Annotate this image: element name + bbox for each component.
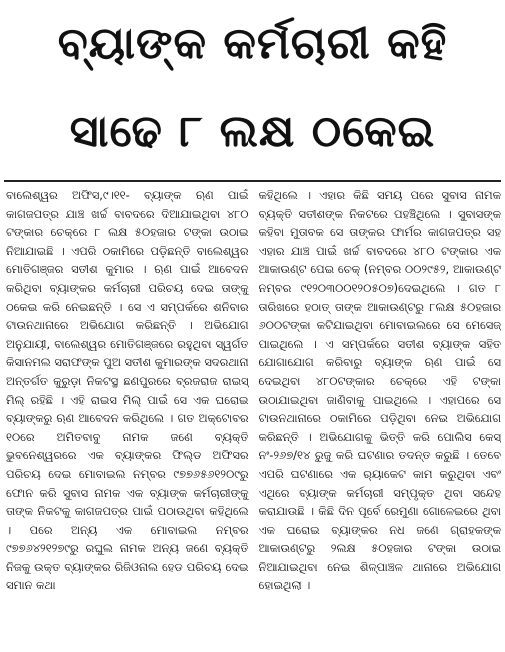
article-column-right-text: କହିଥିଲେ । ଏହାର କିଛି ସମୟ ପରେ ସୁବାସ ନାମକ ବ୍ୟକ୍ତି ସତୀଶଙ୍କ ନିକଟରେ ପହଞ୍ଚିଥିଲେ । ସୁବାସଙ୍କ କହିବା ମୁତାବକ ସେ ତାଙ୍କର ଫାର୍ମର କାଗଜପତ୍ର ସହ ଏହାର ଯାଞ୍ଚ ପାଇଁ ଖର୍ଚ୍ଚ ବାବଦରେ ୪୮୦ ଟଙ୍କାର ଏକ ଆକାଉଣ୍ଟ ପେଇ ଚେକ୍ (ନମ୍ବର ୦୦୨୯୫୨, ଆକାଉଣ୍ଟ ନମ୍ବର ୯୧୨୦୩୦୦୧୨୦୫୦୭)ଦେଇଥିଲେ । ଗତ ୮ ତାରିଖରେ ହଠାତ୍ ତାଙ୍କ ଆକାଉଣ୍ଟରୁ ୮ଲକ୍ଷ ୫୦ହଜାର ୬୦୦ଟଙ୍କା କଟିଯାଇଥିବା ମୋବାଇଲରେ ସେ ମେସେଜ୍ ପାଇଥିଲେ । ଏ ସମ୍ପର୍କରେ ସତୀଶ ବ୍ୟାଙ୍କ ସହିତ ଯୋଗାଯୋଗ କରିବାରୁ ବ୍ୟାଙ୍କ ଋଣ ପାଇଁ ସେ ଦେଇଥିବା ୪୮୦ଟଙ୍କାର ଚେକ୍‌ରେ ଏହି ଟଙ୍କା ଉଠାଯାଇଥିବା ଜାଣିବାକୁ ପାଇଥିଲେ । ଏହାପରେ ସେ ଟାଉନଥାନାରେ ଠକାମିରେ ପଡ଼ିଥିବା ନେଇ ଅଭିଯୋଗ କରିଛନ୍ତି । ଅଭିଯୋଗକୁ ଭିତ୍ତି କରି ପୋଲିସ କେସ୍ ନଂ-୨୬୭/୧୪ ରୁଜୁ କରି ଘଟଣାର ତଦନ୍ତ କରୁଛି । ତେବେ ଏପରି ଘଟଣାରେ ଏକ ର୍‌ୟାକେଟ କାମ କରୁଥିବା ଏବଂ ଏଥିରେ ବ୍ୟାଙ୍କ କର୍ମଚାରୀ ସମ୍ପୃକ୍ତ ଥିବା ସନ୍ଦେହ କରାଯାଉଛି । କିଛି ଦିନ ପୂର୍ବେ ରେମୁଣା ଗୋଳେଇରେ ଥିବା ଏକ ଘରୋଇ ବ୍ୟାଙ୍କର ନଧ ଜଣେ ଗ୍ରାହକଙ୍କ ଆକାଉଣ୍ଟରୁ ୨ଲକ୍ଷ ୫୦ହଜାର ଟଙ୍କା ଉଠାଇ ନିଆଯାଇଥିବା ନେଇ ଶିଳ୍ପାଞ୍ଚଳ ଥାନାରେ ଅଭିଯୋଗ ହୋଇଥିଲା । (258, 188, 501, 593)
headline-divider (4, 180, 501, 182)
article-body (6, 186, 501, 652)
headline (0, 0, 505, 182)
headline-line-2: ସାଢେ ୮ ଲକ୍ଷ ଠକେଇ (69, 106, 436, 157)
headline-line-1: ବ୍ୟାଙ୍କ କର୍ମଚାରୀ କହି (57, 18, 448, 69)
article-column-right (259, 186, 502, 652)
article-column-left-text: ବାଲେଶ୍ୱର ଅଫିସ,୯।୧୧- ବ୍ୟାଙ୍କ ଋଣ ପାଇଁ କାଗଜପତ୍ର ଯାଞ୍ଚ ଖର୍ଚ୍ଚ ବାବଦରେ ଦିଆଯାଇଥିବା ୪୮୦ ଟଙ୍କାର ଚେକ୍‌ରେ ୮ ଲକ୍ଷ ୫୦ହଜାର ଟଙ୍କା ଉଠାଇ ନିଆଯାଇଛି । ଏପରି ଠକାମିରେ ପଡ଼ିଛନ୍ତି ବାଲେଶ୍ୱର ମୋତିଗଞ୍ଜର ସତୀଶ କୁମାର । ଋଣ ପାଇଁ ଆବେଦନ କରିଥିବା ବ୍ୟାଙ୍କର କର୍ମଚାରୀ ପରିଚୟ ଦେଇ ତାଙ୍କୁ ଠକେଇ କରି ନେଇଛନ୍ତି । ସେ ଏ ସମ୍ପର୍କରେ ଶନିବାର ଟାଉନଥାନାରେ ଅଭିଯୋଗ କରିଛନ୍ତି । ଅଭିଯୋଗ ଅନୁଯାୟୀ, ବାଲେଶ୍ୱର ମୋତିଗଞ୍ଜରେ ରହୁଥିବା ସ୍ୱର୍ଗତ କିସାନମଲ ସରାଫଙ୍କ ପୁଅ ସତୀଶ କୁମାରଙ୍କ ସଦରଥାନା ଅନ୍ତର୍ଗତ କୁରୁଡ଼ା ନିକଟସ୍ଥ ଛଣପୁରରେ ବ୍ରଜରାଜ ରାଇସ୍ ମିଲ୍ ରହିଛି । ଏହି ରାଇସ ମିଲ୍ ପାଇଁ ସେ ଏକ ଘରୋଇ ବ୍ୟାଙ୍କରୁ ଋଣ ଆବେଦନ କରିଥିଲେ । ଗତ ଅକ୍ଟୋବର ୧୦ରେ ଅମିତବାବୁ ନାମକ ଜଣେ ବ୍ୟକ୍ତି ଭୁବନେଶ୍ୱରରେ ଏକ ବ୍ୟାଙ୍କର ଫିଲ୍ଡ ଅଫିସର ପରିଚୟ ଦେଇ ମୋବାଇଲ ନମ୍ବର ୯୭୭୬୫୬୧୨୦୯ରୁ ଫୋନ କରି ସୁବାସ ନାମକ ଏକ ବ୍ୟାଙ୍କ କର୍ମଚାରୀଙ୍କୁ ତାଙ୍କ ନିକଟକୁ କାଗଜପତ୍ର ପାଇଁ ପଠାଉଥିବା କହିଥିଲେ । ପରେ ଅନ୍ୟ ଏକ ମୋବାଇଲ ନମ୍ବର ୯୭୭୬୪୨୧୨୭୯ରୁ ରଘୁଲ ନାମକ ଅନ୍ୟ ଜଣେ ବ୍ୟକ୍ତି ନିଜକୁ ଉକ୍ତ ବ୍ୟାଙ୍କର ରିଜିଓନାଲ ହେଡ ପରିଚୟ ଦେଇ ସମାନ କଥା (6, 188, 249, 593)
article-column-left (6, 186, 249, 652)
